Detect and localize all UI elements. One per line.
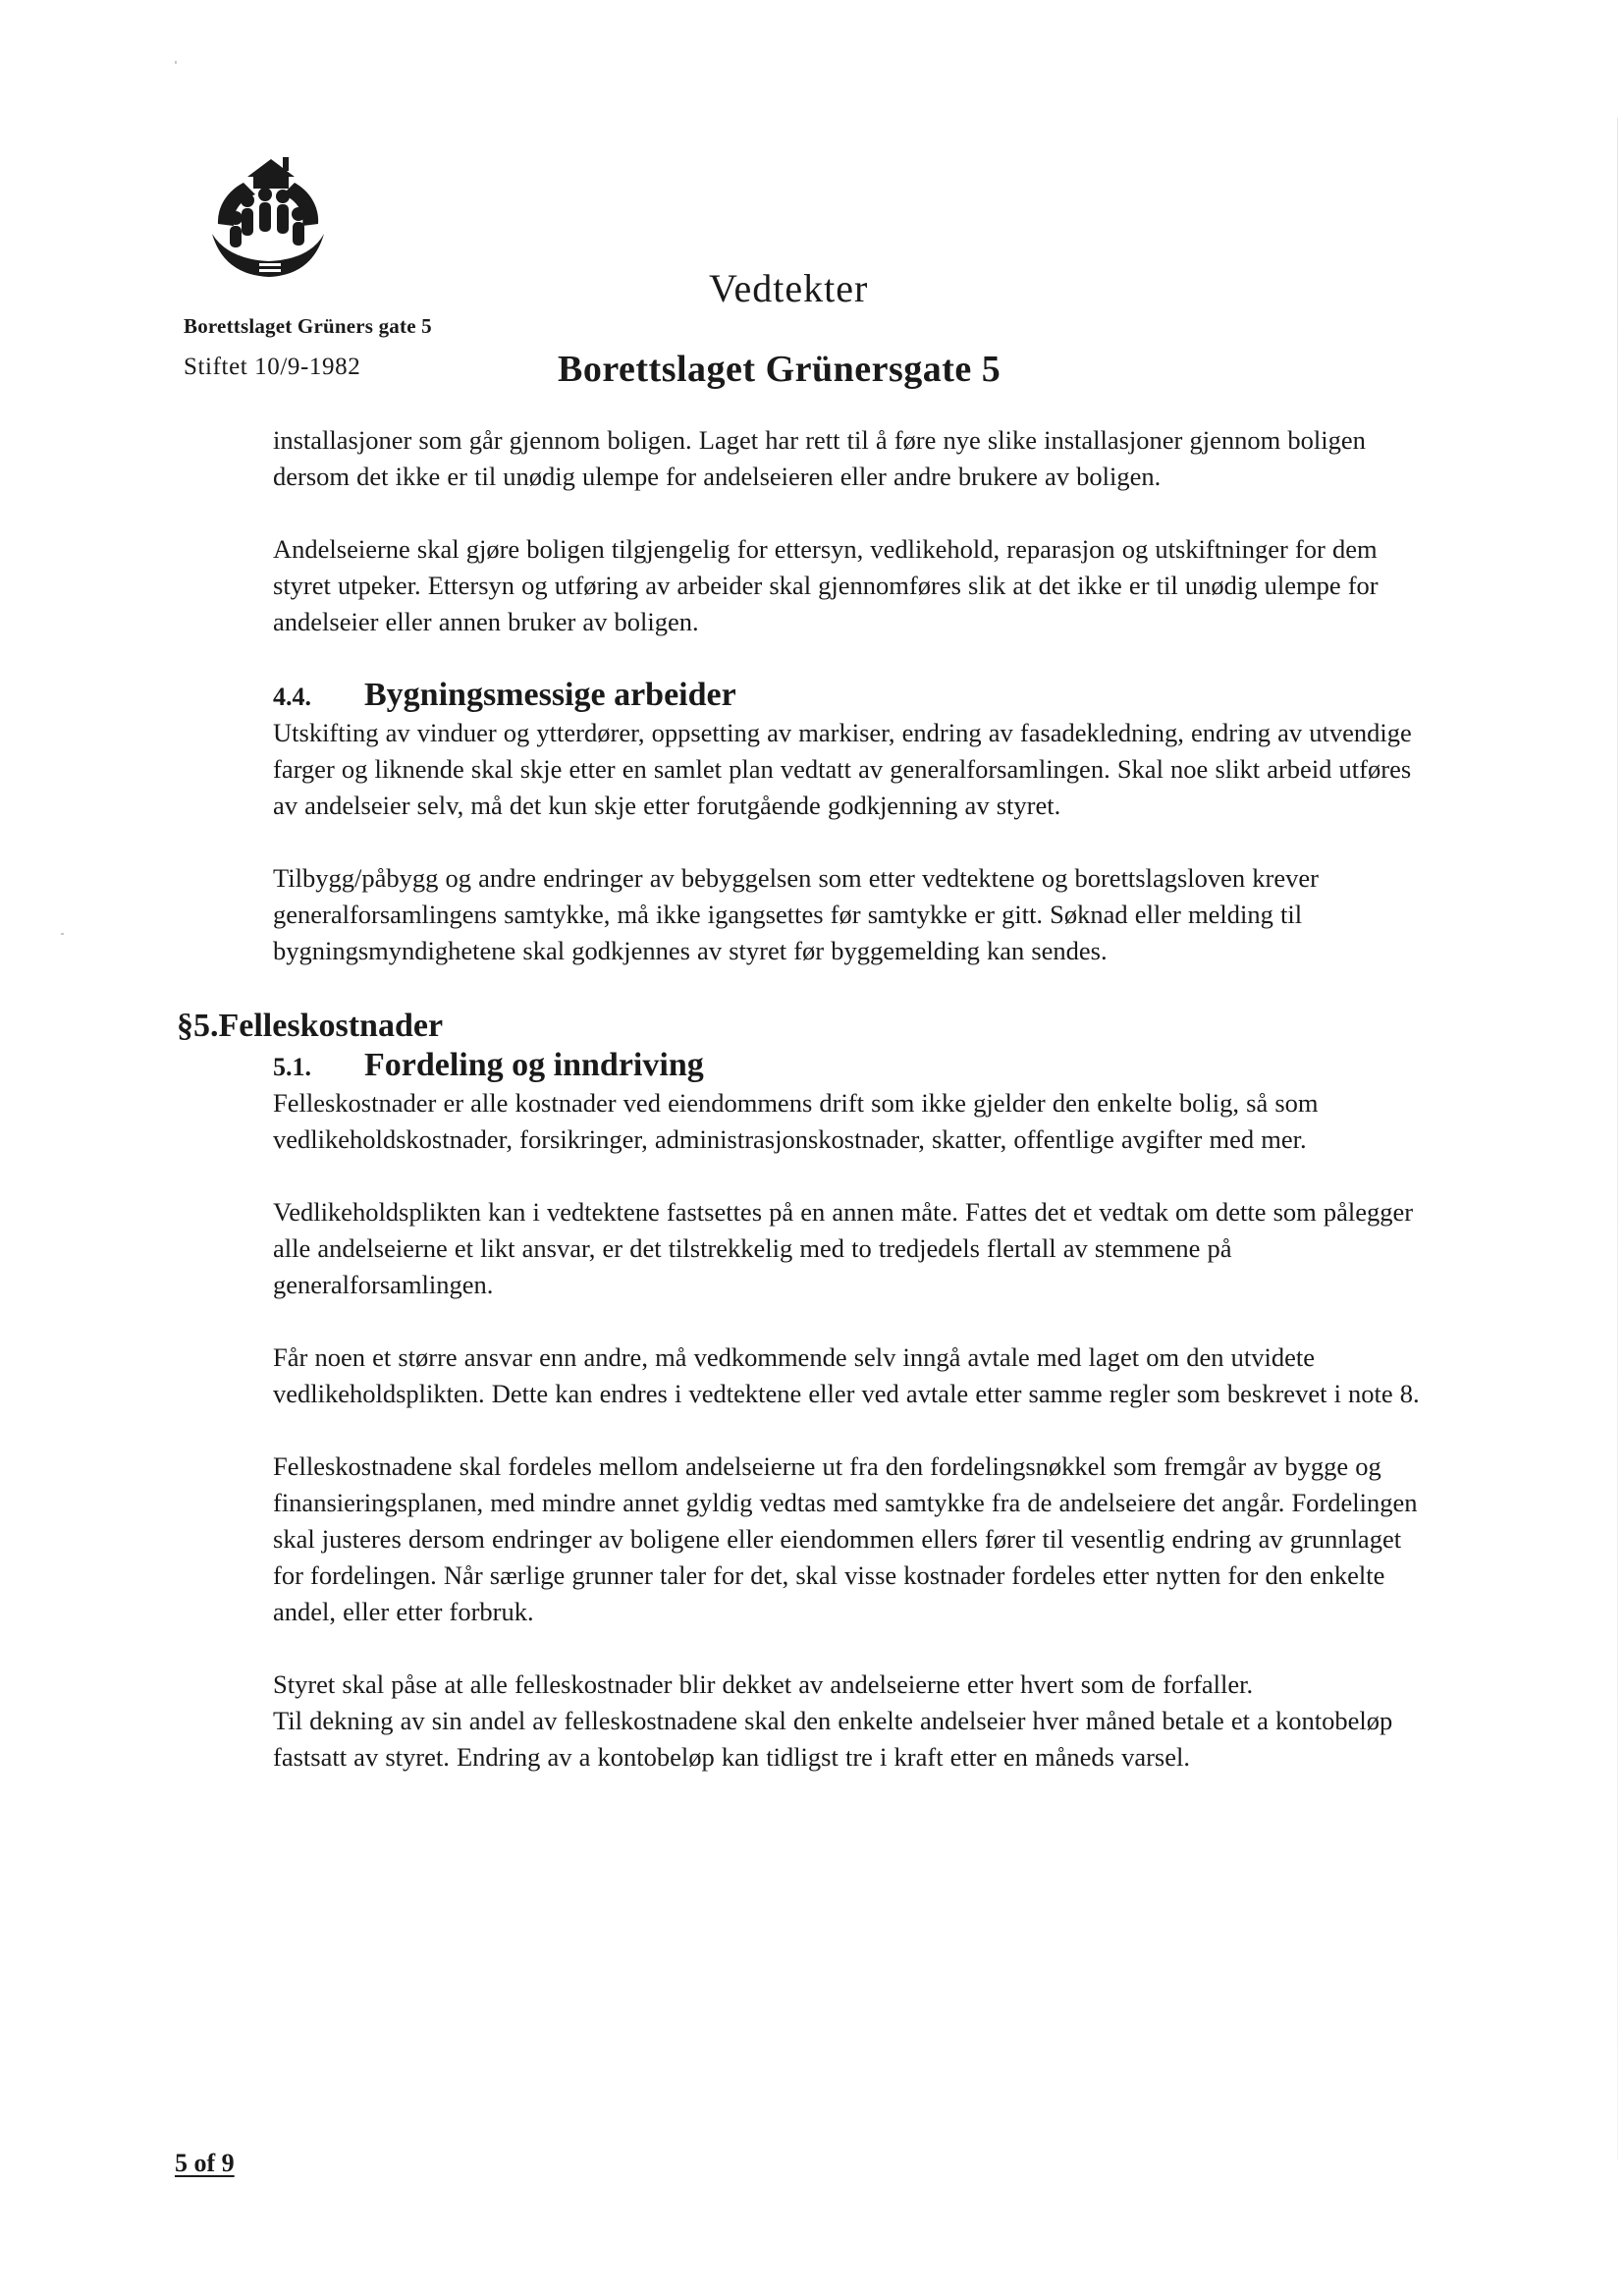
document-body <box>177 422 1422 1776</box>
section-heading-5: §5.Felleskostnader <box>177 1008 444 1044</box>
section-heading-5-1 <box>273 1047 1422 1085</box>
paragraph: Til dekning av sin andel av felleskostnadene skal den enkelte andelseier hver måned betale et a kontobeløp fastsatt av styret. Endring av a kontobeløp kan tidligst tre i kraft etter en måneds varsel. <box>273 1706 1393 1772</box>
page-number: 5 of 9 <box>175 2149 235 2177</box>
founded-date: Stiftet 10/9-1982 <box>184 354 361 380</box>
paragraph: Andelseierne skal gjøre boligen tilgjengelig for ettersyn, vedlikehold, reparasjon og utskiftninger for dem styret utpeker. Ettersyn og utføring av arbeider skal gjennomføres slik at det ikke er til unødig ulempe for andelseier eller annen bruker av boligen. <box>273 534 1379 636</box>
paragraph: Får noen et større ansvar enn andre, må vedkommende selv inngå avtale med laget om den utvidete vedlikeholdsplikten. Dette kan endres i vedtektene eller ved avtale etter samme regler som beskrevet i note 8. <box>273 1342 1420 1408</box>
section-title: Bygningsmessige arbeider <box>364 677 736 713</box>
org-name: Borettslaget Grüners gate 5 <box>184 314 432 338</box>
paragraph: Vedlikeholdsplikten kan i vedtektene fastsettes på en annen måte. Fattes det et vedtak om dette som pålegger alle andelseierne et likt ansvar, er det tilstrekkelig med to tredjedels flertall av stemmene på generalforsamlingen. <box>273 1197 1414 1299</box>
scan-edge <box>1617 118 1618 2160</box>
scan-speck <box>61 933 64 935</box>
housing-cooperative-logo-icon <box>204 155 332 281</box>
paragraph: Tilbygg/påbygg og andre endringer av bebyggelsen som etter vedtektene og borettslagsloven krever generalforsamlingens samtykke, må ikke igangsettes før samtykke er gitt. Søknad eller melding til bygningsmyndighetene skal godkjennes av styret før byggemelding kan sendes. <box>273 863 1319 965</box>
section-heading-4-4 <box>273 677 1422 715</box>
section-number: 5.1. <box>273 1053 311 1081</box>
paragraph: Felleskostnadene skal fordeles mellom andelseierne ut fra den fordelingsnøkkel som fremgår av bygge og finansieringsplanen, med mindre annet gyldig vedtas med samtykke fra de andelseiere det angår. Fordelingen skal justeres dersom endringer av boligene eller eiendommen ellers fører til vesentlig endring av grunnlaget for fordelingen. Når særlige grunner taler for det, skal visse kostnader fordeles etter nytten for den enkelte andel, eller etter forbruk. <box>273 1451 1418 1626</box>
document-subtitle: Borettslaget Grünersgate 5 <box>558 349 1001 390</box>
paragraph: installasjoner som går gjennom boligen. Laget har rett til å føre nye slike installasjoner gjennom boligen dersom det ikke er til unødig ulempe for andelseieren eller andre brukere av boligen. <box>273 425 1366 491</box>
paragraph: Utskifting av vinduer og ytterdører, oppsetting av markiser, endring av fasadekledning, endring av utvendige farger og liknende skal skje etter en samlet plan vedtatt av generalforsamlingen. Skal noe slikt arbeid utføres av andelseier selv, må det kun skje etter forutgående godkjenning av styret. <box>273 718 1412 820</box>
paragraph: Felleskostnader er alle kostnader ved eiendommens drift som ikke gjelder den enkelte bolig, så som vedlikeholdskostnader, forsikringer, administrasjonskostnader, skatter, offentlige avgifter med mer. <box>273 1088 1319 1154</box>
paragraph: Styret skal påse at alle felleskostnader blir dekket av andelseierne etter hvert som de forfaller. <box>273 1669 1254 1699</box>
document-title: Vedtekter <box>709 266 869 310</box>
section-title: Fordeling og inndriving <box>364 1047 704 1083</box>
section-number: 4.4. <box>273 683 311 711</box>
scan-speck <box>175 61 177 64</box>
